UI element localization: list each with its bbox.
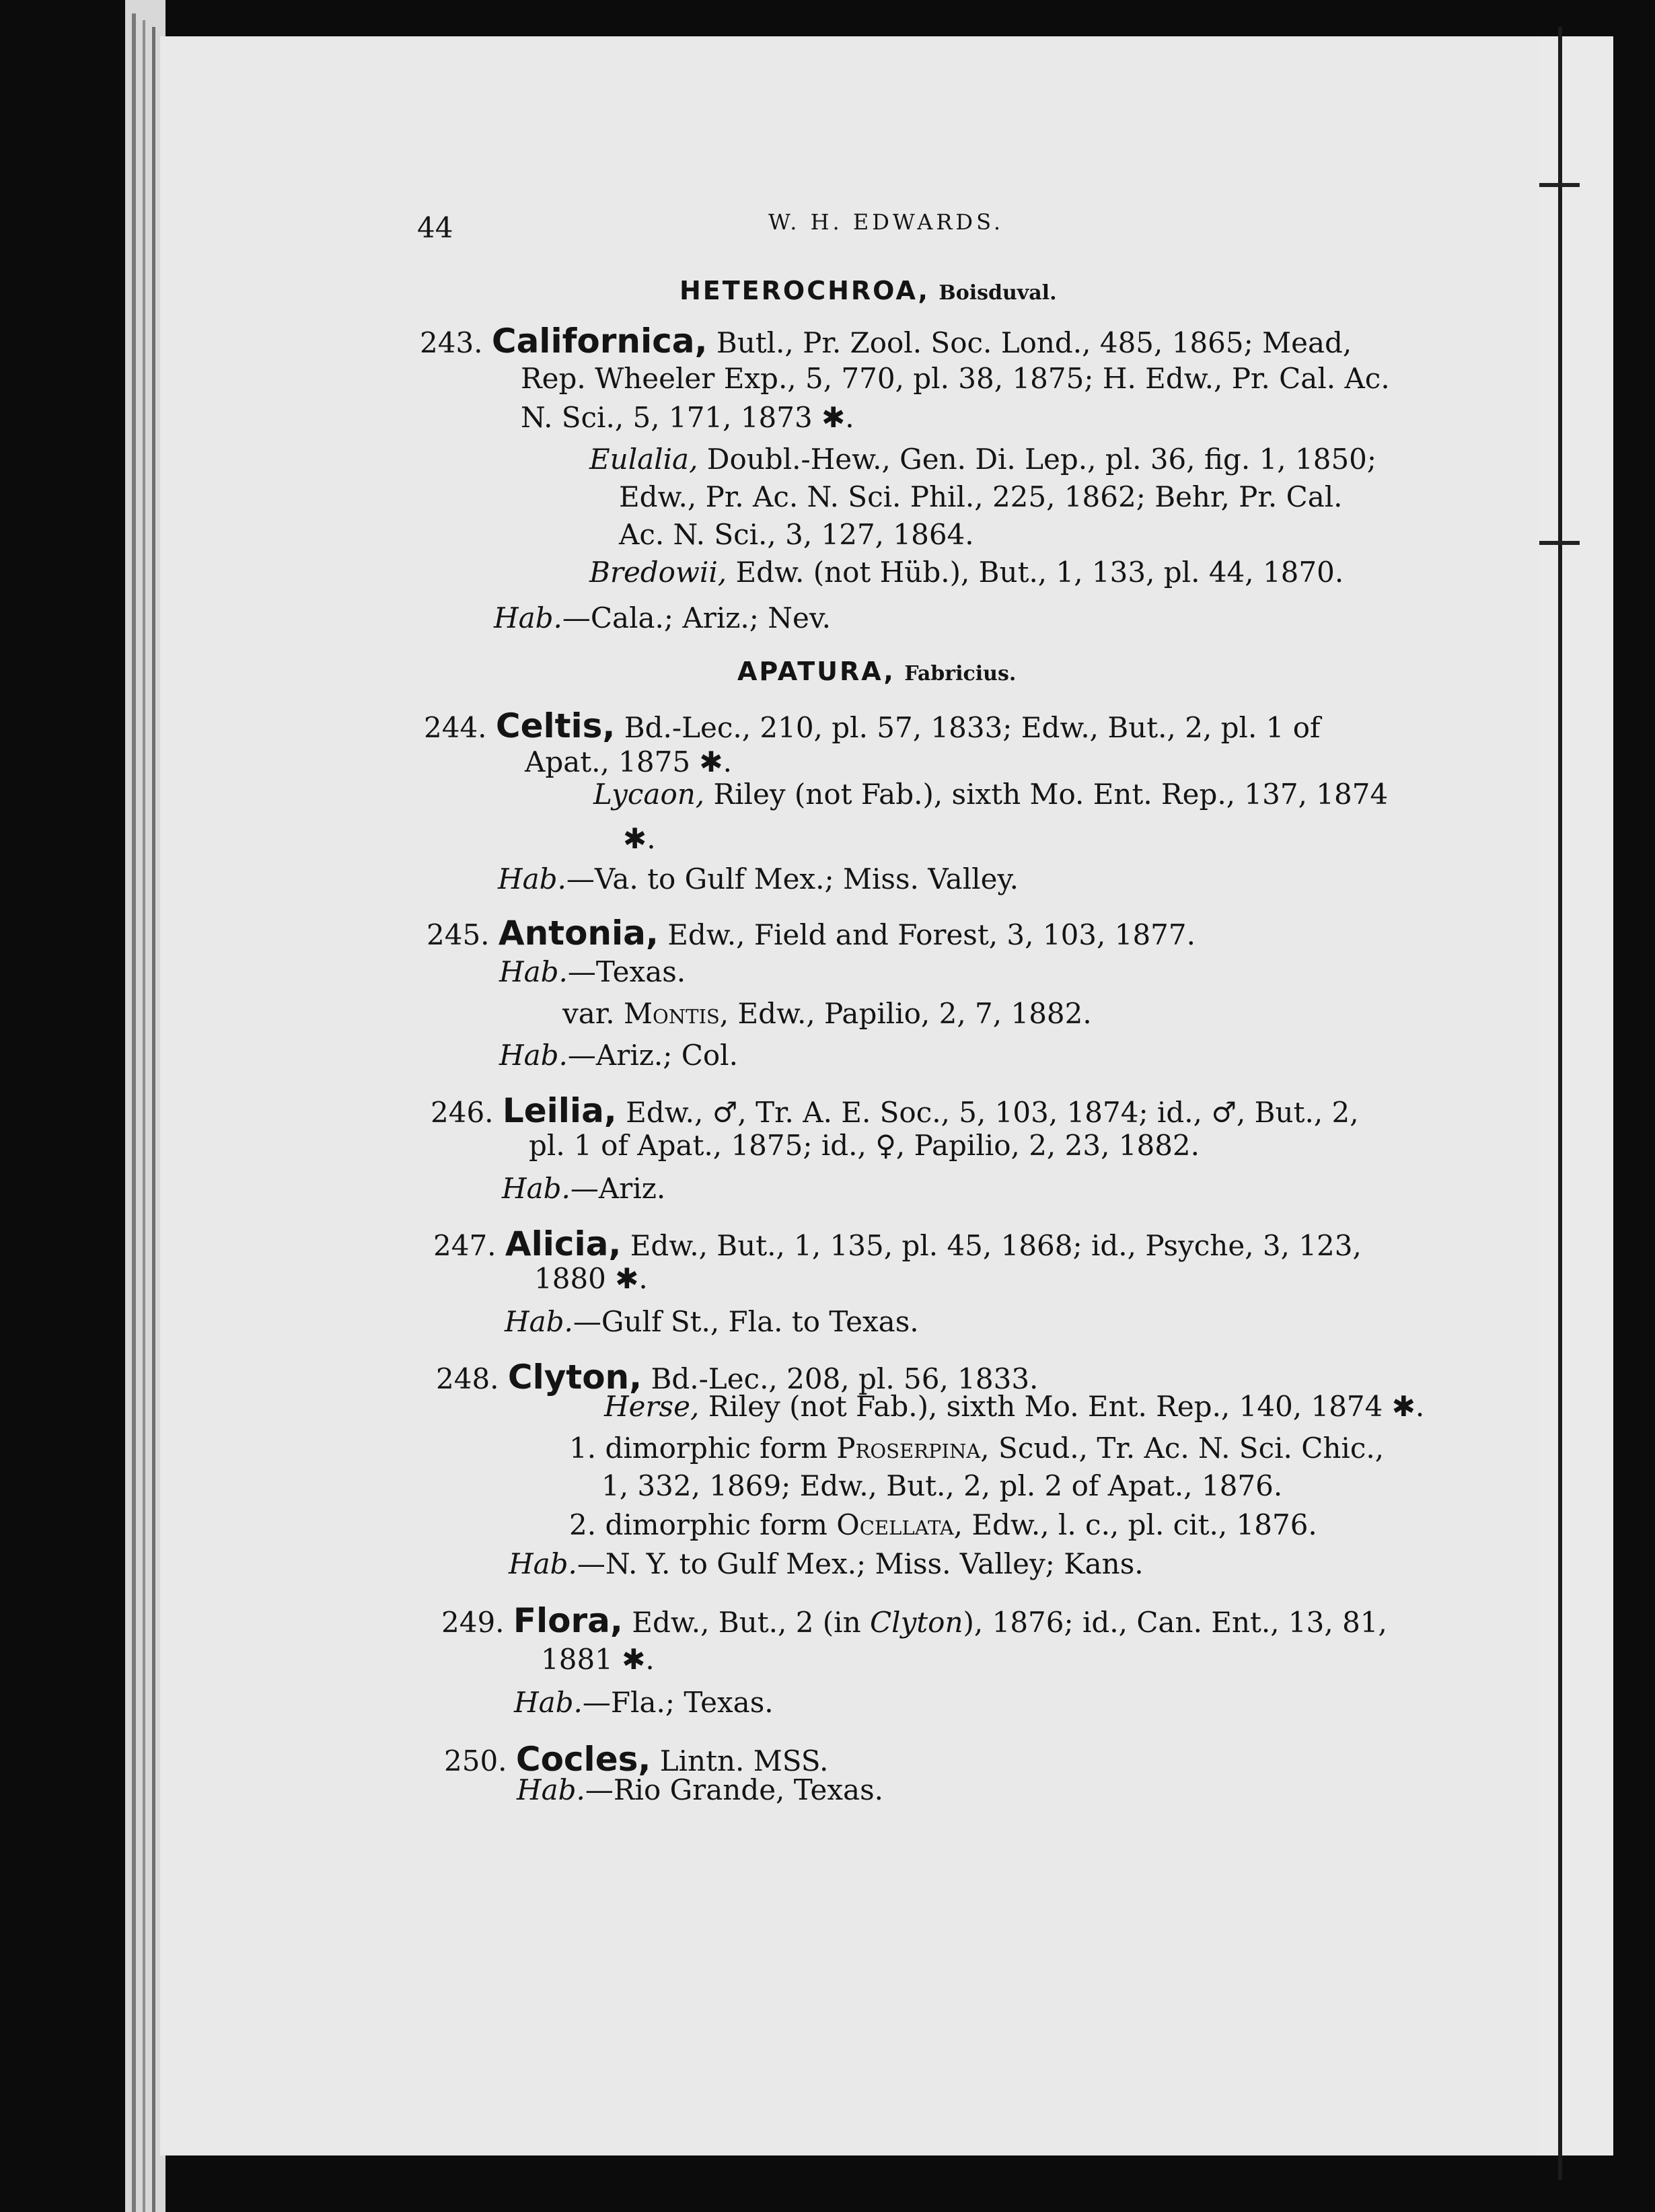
entry-number: 249. [441,1606,505,1639]
entry-248-line1 [436,1358,1039,1397]
entry-249-line2: 1881 ✱. [541,1643,655,1676]
entry-243-syn1-line2: Edw., Pr. Ac. N. Sci. Phil., 225, 1862; Behr, Pr. Cal. [619,480,1343,513]
species-name: Celtis, [495,706,616,745]
entry-248-form1-line2: 1, 332, 1869; Edw., But., 2, pl. 2 of Apat., 1876. [601,1469,1283,1502]
genus-heading-apatura [737,657,1016,685]
genus-name: HETEROCHROA, [679,276,930,305]
entry-246-habitat [502,1172,666,1205]
entry-249-line1 [441,1601,1387,1640]
form-name: Ocellata, [836,1508,963,1541]
habitat-label: Hab. [494,601,562,634]
entry-243-line3: N. Sci., 5, 171, 1873 ✱. [521,401,854,434]
variety-prefix: var. [562,997,615,1030]
entry-250-line1 [444,1740,829,1779]
entry-246-line2: pl. 1 of Apat., 1875; id., ♀, Papilio, 2, 23, 1882. [529,1129,1200,1162]
entry-243-line1 [420,322,1352,361]
habitat-text: —Fla.; Texas. [582,1686,774,1719]
habitat-text: —N. Y. to Gulf Mex.; Miss. Valley; Kans. [577,1547,1144,1580]
running-title: W. H. EDWARDS. [768,209,1004,235]
form-prefix: dimorphic form [605,1432,828,1465]
synonym-name: Bredowii, [589,556,727,589]
species-name: Clyton, [507,1358,642,1397]
citation-text: Lintn. MSS. [659,1744,829,1777]
entry-248-form2 [569,1508,1317,1541]
citation-text: Edw., ♂, Tr. A. E. Soc., 5, 103, 1874; id., ♂, But., 2, [626,1096,1359,1129]
entry-246-line1 [431,1091,1359,1130]
entry-243-line2: Rep. Wheeler Exp., 5, 770, pl. 38, 1875; H. Edw., Pr. Cal. Ac. [521,362,1390,395]
species-name: Flora, [513,1601,623,1640]
habitat-label: Hab. [499,1039,568,1072]
entry-248-habitat [509,1547,1144,1580]
entry-number: 243. [420,326,483,359]
entry-248-syn1 [604,1390,1425,1423]
citation-text: Riley (not Fab.), sixth Mo. Ent. Rep., 137, 1874 [713,778,1389,811]
entry-250-habitat [517,1773,883,1806]
entry-244-line1 [424,706,1321,745]
entry-249-habitat [514,1686,774,1719]
species-name: Alicia, [505,1224,622,1263]
synonym-name: Lycaon, [593,778,705,811]
citation-text: Edw. (not Hüb.), But., 1, 133, pl. 44, 1870. [735,556,1344,589]
citation-text: Riley (not Fab.), sixth Mo. Ent. Rep., 140, 1874 ✱. [708,1390,1425,1423]
genus-heading-heterochroa [679,276,1057,304]
form-prefix: dimorphic form [605,1508,828,1541]
synonym-name: Herse, [604,1390,700,1423]
habitat-text: —Ariz.; Col. [567,1039,738,1072]
habitat-text: —Va. to Gulf Mex.; Miss. Valley. [566,862,1019,895]
species-name: Leilia, [502,1091,617,1130]
entry-247-line2: 1880 ✱. [534,1262,648,1295]
habitat-label: Hab. [509,1547,577,1580]
habitat-label: Hab. [499,955,568,988]
form-number: 2. [569,1508,597,1541]
habitat-label: Hab. [498,862,566,895]
citation-text: Edw., Field and Forest, 3, 103, 1877. [667,918,1196,951]
entry-number: 244. [424,711,487,744]
entry-243-syn1-line3: Ac. N. Sci., 3, 127, 1864. [619,518,974,551]
page-number: 44 [417,211,453,244]
entry-244-syn1-line1 [593,780,1388,809]
form-number: 1. [569,1432,597,1465]
entry-245-habitat-2 [499,1041,738,1070]
habitat-text: —Ariz. [570,1172,666,1205]
entry-243-syn2 [589,558,1344,587]
entry-number: 250. [444,1744,507,1777]
citation-text: Butl., Pr. Zool. Soc. Lond., 485, 1865; Mead, [716,326,1352,359]
genus-authority: Fabricius. [904,662,1017,686]
entry-247-line1 [433,1224,1362,1263]
citation-italic: Clyton [870,1606,963,1639]
habitat-text: —Gulf St., Fla. to Texas. [573,1305,919,1338]
entry-247-habitat [505,1305,919,1338]
entry-245-line1 [427,914,1196,953]
form-name: Proserpina, [836,1432,990,1465]
species-name: Antonia, [498,914,659,953]
habitat-label: Hab. [514,1686,583,1719]
entry-245-variety [562,997,1092,1030]
citation-text: Edw., But., 1, 135, pl. 45, 1868; id., Psyche, 3, 123, [630,1229,1362,1262]
entry-243-habitat [494,601,831,634]
entry-number: 246. [431,1096,494,1129]
species-name: Cocles, [515,1740,651,1779]
entry-244-habitat [498,862,1019,895]
citation-text: Scud., Tr. Ac. N. Sci. Chic., [998,1432,1385,1465]
entry-number: 245. [427,918,490,951]
synonym-name: Eulalia, [589,443,698,476]
entry-244-syn1-line2: ✱. [623,822,656,855]
citation-text: Bd.-Lec., 210, pl. 57, 1833; Edw., But., 2, pl. 1 of [624,711,1321,744]
habitat-label: Hab. [502,1172,571,1205]
entry-245-habitat [499,955,686,988]
habitat-text: —Texas. [567,955,686,988]
entry-248-form1-line1 [569,1434,1384,1463]
citation-text: Bd.-Lec., 208, pl. 56, 1833. [651,1362,1039,1395]
citation-text: ), 1876; id., Can. Ent., 13, 81, [963,1606,1387,1639]
entry-244-line2: Apat., 1875 ✱. [525,745,732,778]
citation-text: Doubl.-Hew., Gen. Di. Lep., pl. 36, fig. 1, 1850; [706,443,1377,476]
habitat-label: Hab. [517,1773,585,1806]
entry-number: 248. [436,1362,499,1395]
genus-name: APATURA, [737,657,895,686]
species-name: Californica, [491,322,708,361]
habitat-text: —Rio Grande, Texas. [585,1773,883,1806]
entry-number: 247. [433,1229,496,1262]
citation-text: Edw., Papilio, 2, 7, 1882. [737,997,1092,1030]
genus-authority: Boisduval. [939,281,1057,305]
citation-text: Edw., l. c., pl. cit., 1876. [971,1508,1317,1541]
habitat-text: —Cala.; Ariz.; Nev. [562,601,831,634]
habitat-label: Hab. [505,1305,573,1338]
citation-text: Edw., But., 2 (in [632,1606,861,1639]
entry-243-syn1-line1 [589,445,1376,474]
variety-name: Montis, [623,997,729,1030]
